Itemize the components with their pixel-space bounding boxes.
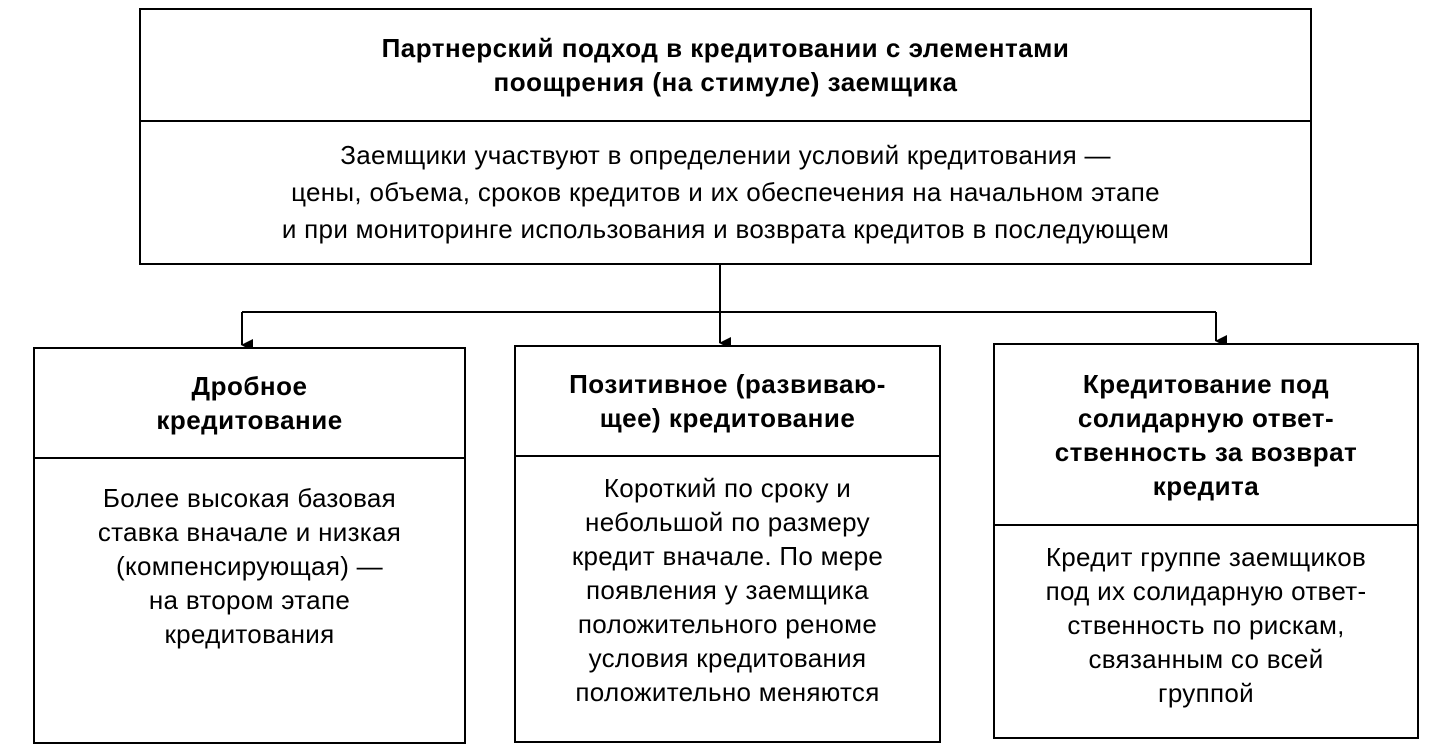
joint-liability-lending-box: [993, 343, 1419, 739]
positive-lending-title-line: щее) кредитование: [599, 403, 856, 433]
fractional-lending-description-line: Более высокая базовая: [102, 483, 397, 513]
main-approach-description-line: Заемщики участвуют в определении условий кредитования —: [340, 140, 1111, 170]
joint-liability-lending-title: [995, 345, 1417, 526]
main-approach-box: [139, 8, 1312, 265]
joint-liability-lending-description-line: группой: [1158, 678, 1254, 708]
fractional-lending-description-line: ставка вначале и низкая: [97, 517, 402, 547]
positive-lending-description-line: появления у заемщика: [586, 575, 869, 605]
joint-liability-lending-title-line: солидарную ответ-: [1077, 402, 1335, 433]
fractional-lending-title-line: Дробное: [191, 371, 308, 401]
joint-liability-lending-title-line: кредита: [1152, 470, 1260, 501]
main-approach-description-line: цены, объема, сроков кредитов и их обеспечения на начальном этапе: [291, 177, 1160, 207]
joint-liability-lending-description-line: под их солидарную ответ-: [1045, 576, 1367, 606]
positive-lending-title: [516, 347, 939, 457]
fractional-lending-box: [33, 347, 466, 744]
positive-lending-title-line: Позитивное (развиваю-: [569, 369, 886, 399]
joint-liability-lending-description-line: связанным со всей: [1088, 644, 1324, 674]
fractional-lending-title: [35, 349, 464, 459]
main-approach-title: [141, 10, 1310, 122]
fractional-lending-description-line: кредитования: [164, 619, 335, 649]
main-approach-description-line: и при мониторинге использования и возврата кредитов в последующем: [281, 214, 1170, 244]
main-approach-title-line: поощрения (на стимуле) заемщика: [493, 67, 958, 97]
positive-lending-description-line: условия кредитования: [588, 643, 867, 673]
positive-lending-description-line: небольшой по размеру: [585, 507, 870, 537]
fractional-lending-title-line: кредитование: [156, 405, 343, 435]
main-approach-title-line: Партнерский подход в кредитовании с элементами: [381, 33, 1070, 63]
positive-lending-description-line: положительно меняются: [575, 677, 880, 707]
positive-lending-description: [516, 457, 939, 741]
positive-lending-description-line: кредит вначале. По мере: [571, 541, 884, 571]
joint-liability-lending-title-line: Кредитование под: [1082, 368, 1330, 399]
fractional-lending-description-line: на втором этапе: [148, 585, 351, 615]
joint-liability-lending-description-line: ственность по рискам,: [1067, 610, 1345, 640]
joint-liability-lending-description: [995, 526, 1417, 737]
joint-liability-lending-description-line: Кредит группе заемщиков: [1045, 542, 1367, 572]
joint-liability-lending-title-line: ственность за возврат: [1054, 436, 1358, 467]
fractional-lending-description: [35, 459, 464, 742]
positive-lending-description-line: положительного реноме: [577, 609, 878, 639]
main-approach-description: [141, 122, 1310, 263]
positive-lending-box: [514, 345, 941, 743]
positive-lending-description-line: Короткий по сроку и: [603, 473, 852, 503]
fractional-lending-description-line: (компенсирующая) —: [116, 551, 383, 581]
